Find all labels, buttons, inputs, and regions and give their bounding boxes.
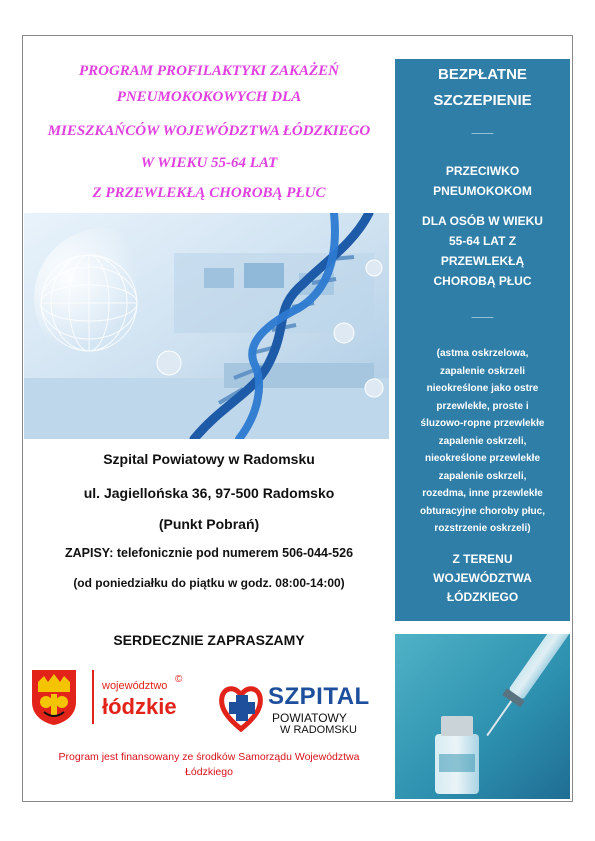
- lodzkie-mark: ©: [175, 674, 183, 685]
- collection-point: (Punkt Pobrań): [158, 516, 260, 532]
- title-line: Z PRZEWLEKŁĄ CHOROBĄ PŁUC: [92, 185, 326, 201]
- sidebar-text: PRZECIWKO: [445, 164, 520, 178]
- sidebar-separator: ___: [471, 120, 494, 135]
- lodzkie-big-label: łódzkie: [102, 694, 177, 719]
- sidebar-text: PRZEWLEKŁĄ: [440, 254, 525, 268]
- disease-list-line: przewlekłe, proste i: [436, 400, 529, 412]
- title-line: W WIEKU 55-64 LAT: [140, 155, 278, 171]
- title-line: MIESZKAŃCÓW WOJEWÓDZTWA ŁÓDZKIEGO: [47, 123, 371, 139]
- dna-lab-image: [24, 213, 389, 439]
- registration-hours: (od poniedziałku do piątku w godz. 08:00-14:00): [73, 576, 345, 590]
- hospital-address: ul. Jagiellońska 36, 97-500 Radomsko: [83, 485, 335, 501]
- logo-divider: [92, 670, 94, 724]
- disease-list-line: rozedma, inne przewlekłe: [422, 488, 543, 499]
- vaccination-sidebar: [395, 59, 570, 621]
- szpital-big-label: SZPITAL: [268, 683, 370, 710]
- funding-line: Program jest finansowany ze środków Samorządu Województwa: [58, 751, 360, 763]
- sidebar-text: CHOROBĄ PŁUC: [433, 274, 532, 288]
- sidebar-text: PNEUMOKOKOM: [433, 184, 532, 198]
- funding-line: Łódzkiego: [185, 766, 233, 778]
- szpital-line2-label: POWIATOWY: [272, 711, 347, 725]
- title-line: PNEUMOKOKOWYCH DLA: [116, 89, 302, 105]
- heart-cross-icon: [218, 683, 264, 733]
- disease-list-line: zapalenie oskrzeli: [439, 365, 526, 377]
- sidebar-separator: ___: [471, 304, 494, 319]
- sidebar-heading: SZCZEPIENIE: [433, 92, 532, 109]
- sidebar-text: DLA OSÓB W WIEKU: [422, 214, 543, 228]
- disease-list-line: rozstrzenie oskrzeli): [434, 523, 531, 534]
- coat-of-arms-icon: [30, 668, 78, 726]
- disease-list-line: (astma oskrzelowa,: [436, 348, 529, 359]
- registration-phone: ZAPISY: telefonicznie pod numerem 506-044-526: [64, 546, 354, 560]
- vaccine-vial-image: [395, 634, 570, 799]
- sidebar-text: 55-64 LAT Z: [448, 234, 517, 248]
- invitation-text: SERDECZNIE ZAPRASZAMY: [113, 632, 305, 648]
- lodzkie-logo: [30, 668, 210, 730]
- szpital-logo: [218, 683, 390, 735]
- hospital-name: Szpital Powiatowy w Radomsku: [103, 451, 315, 467]
- disease-list-line: śluzowo-ropne przewlekłe: [420, 418, 545, 429]
- lodzkie-small-label: województwo: [102, 680, 168, 692]
- sidebar-text: ŁÓDZKIEGO: [446, 590, 519, 604]
- sidebar-text: Z TERENU: [452, 552, 513, 566]
- disease-list-line: obturacyjne choroby płuc,: [419, 505, 546, 517]
- disease-list-line: nieokreślone jako ostre: [426, 383, 539, 394]
- title-line: PROGRAM PROFILAKTYKI ZAKAŻEŃ: [78, 63, 340, 79]
- sidebar-disease-list: [395, 345, 570, 538]
- funding-note: [28, 750, 390, 780]
- sidebar-heading: BEZPŁATNE: [438, 66, 527, 83]
- disease-list-line: zapalenie oskrzeli,: [438, 470, 527, 482]
- szpital-line3-label: W RADOMSKU: [280, 724, 357, 736]
- disease-list-line: zapalenie oskrzeli,: [438, 435, 527, 447]
- disease-list-line: nieokreślone przewlekłe: [424, 453, 541, 464]
- sidebar-text: WOJEWÓDZTWA: [433, 571, 532, 585]
